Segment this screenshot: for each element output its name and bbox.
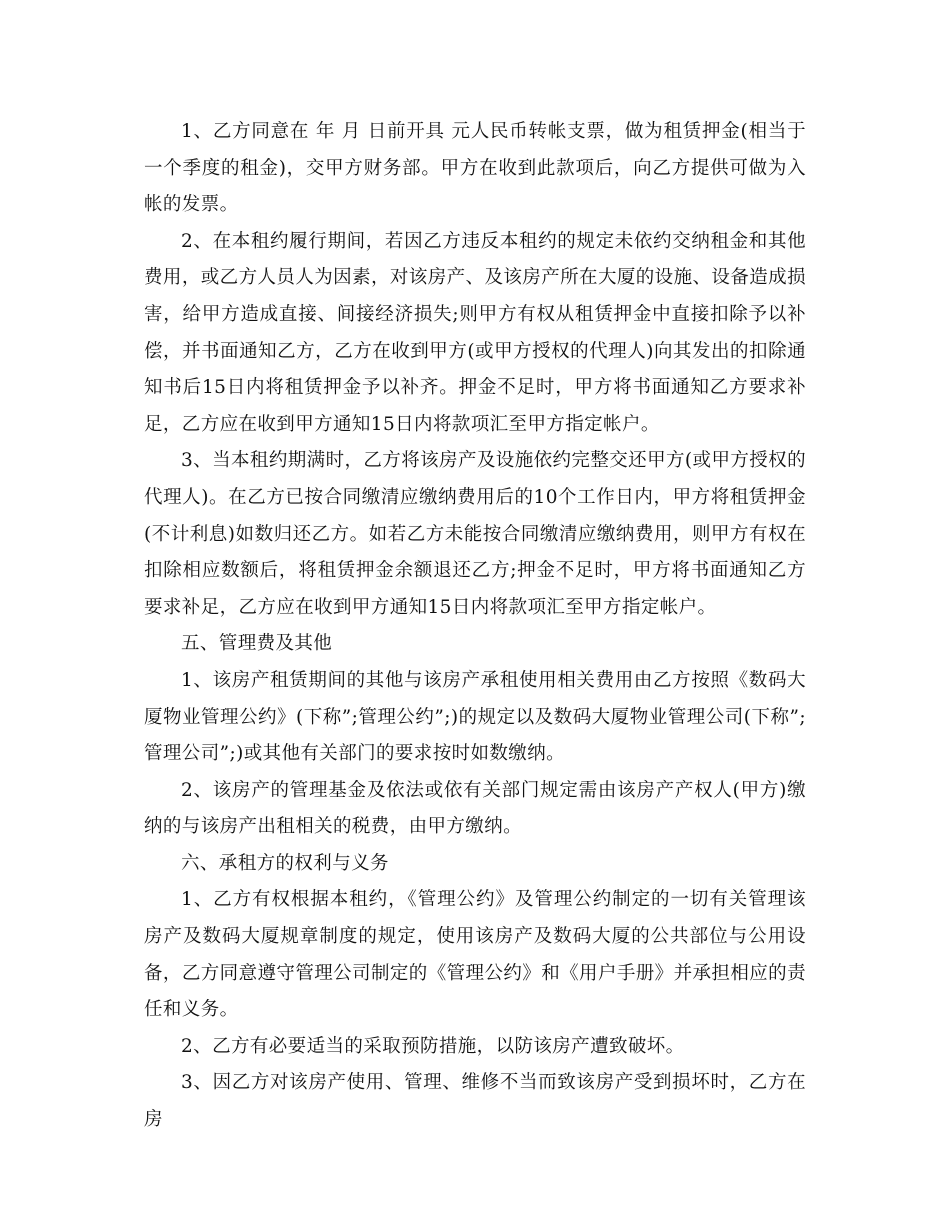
paragraph-damage-liability: 3、因乙方对该房产使用、管理、维修不当而致该房产受到损坏时，乙方在房	[144, 1072, 806, 1131]
document-body	[144, 114, 806, 1139]
paragraph-tenant-rights: 1、乙方有权根据本租约，《管理公约》及管理公约制定的一切有关管理该房产及数码大厦规章制度的规定，使用该房产及数码大厦的公共部位与公用设备，乙方同意遵守管理公司制定的《管理公约》和《用户手册》并承担相应的责任和义务。	[144, 889, 806, 1021]
section-heading-tenant-rights: 六、承租方的权利与义务	[181, 852, 389, 874]
paragraph-preventive-measures: 2、乙方有必要适当的采取预防措施，以防该房产遭致破坏。	[181, 1035, 685, 1057]
paragraph-deposit-return: 3、当本租约期满时，乙方将该房产及设施依约完整交还甲方(或甲方授权的代理人)。在乙方已按合同缴清应缴纳费用后的10个工作日内，甲方将租赁押金(不计利息)如数归还乙方。如若乙方未能按合同缴清应缴纳费用，则甲方有权在扣除相应数额后，将租赁押金余额退还乙方;押金不足时，甲方将书面通知乙方要求补足，乙方应在收到甲方通知15日内将款项汇至甲方指定帐户。	[144, 450, 806, 618]
paragraph-other-fees: 1、该房产租赁期间的其他与该房产承租使用相关费用由乙方按照《数码大厦物业管理公约》(下称”;管理公约”;)的规定以及数码大厦物业管理公司(下称”;管理公司”;)或其他有关部门的要求按时如数缴纳。	[144, 669, 806, 765]
paragraph-management-fund: 2、该房产的管理基金及依法或依有关部门规定需由该房产产权人(甲方)缴纳的与该房产出租相关的税费，由甲方缴纳。	[144, 779, 806, 838]
paragraph-deposit-payment: 1、乙方同意在 年 月 日前开具 元人民币转帐支票，做为租赁押金(相当于一个季度的租金)，交甲方财务部。甲方在收到此款项后，向乙方提供可做为入帐的发票。	[144, 121, 806, 216]
paragraph-deposit-deduction: 2、在本租约履行期间，若因乙方违反本租约的规定未依约交纳租金和其他费用，或乙方人员人为因素，对该房产、及该房产所在大厦的设施、设备造成损害，给甲方造成直接、间接经济损失;则甲方有权从租赁押金中直接扣除予以补偿，并书面通知乙方，乙方在收到甲方(或甲方授权的代理人)向其发出的扣除通知书后15日内将租赁押金予以补齐。押金不足时，甲方将书面通知乙方要求补足，乙方应在收到甲方通知15日内将款项汇至甲方指定帐户。	[144, 230, 806, 435]
section-heading-management-fees: 五、管理费及其他	[181, 633, 333, 655]
